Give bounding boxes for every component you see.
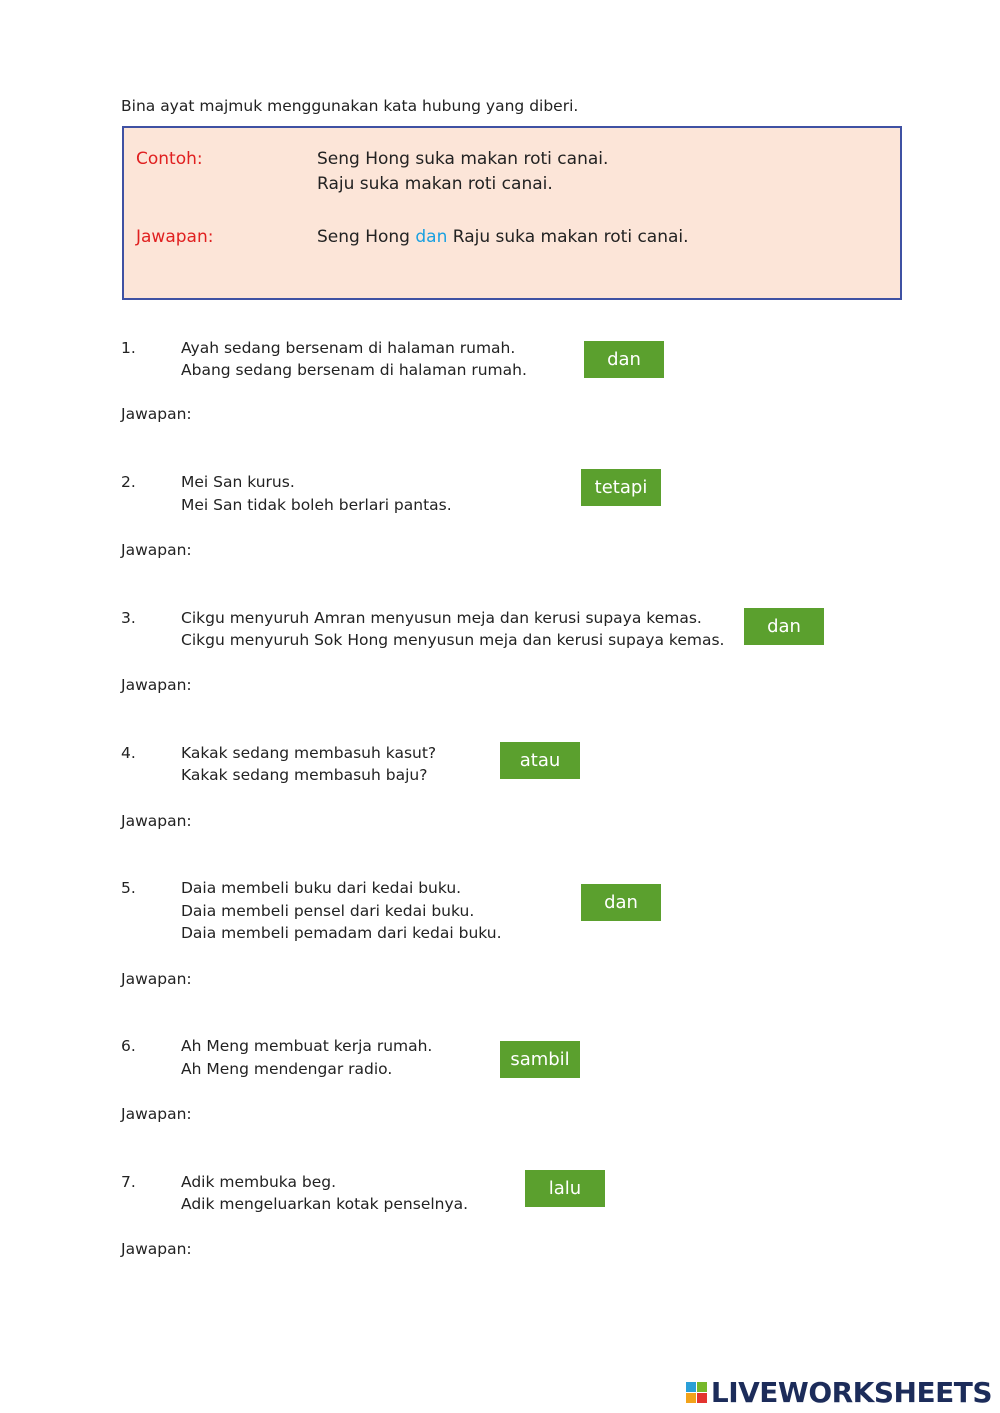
example-label: Contoh: — [136, 149, 203, 169]
question-4-conjunction-chip[interactable]: atau — [500, 742, 580, 779]
question-6-number: 6. — [121, 1037, 136, 1055]
question-3-line-2: Cikgu menyuruh Sok Hong menyusun meja dan kerusi supaya kemas. — [181, 631, 725, 649]
example-answer-after: Raju suka makan roti canai. — [447, 227, 689, 247]
logo-text: LIVEWORKSHEETS — [710, 1375, 992, 1409]
question-2-answer-label: Jawapan: — [121, 541, 192, 559]
question-1-answer-label: Jawapan: — [121, 405, 192, 423]
question-7-line-2: Adik mengeluarkan kotak penselnya. — [181, 1195, 469, 1213]
question-4-line-1: Kakak sedang membasuh kasut? — [181, 744, 437, 762]
question-1-conjunction-chip[interactable]: dan — [584, 341, 664, 378]
question-3-conjunction-chip[interactable]: dan — [744, 608, 824, 645]
question-7-number: 7. — [121, 1173, 136, 1191]
question-3-number: 3. — [121, 609, 136, 627]
question-3-answer-label: Jawapan: — [121, 676, 192, 694]
question-1-line-1: Ayah sedang bersenam di halaman rumah. — [181, 339, 516, 357]
question-4-number: 4. — [121, 744, 136, 762]
question-6-answer-label: Jawapan: — [121, 1105, 192, 1123]
question-3-line-1: Cikgu menyuruh Amran menyusun meja dan kerusi supaya kemas. — [181, 609, 702, 627]
question-1-line-2: Abang sedang bersenam di halaman rumah. — [181, 361, 527, 379]
question-7-conjunction-chip[interactable]: lalu — [525, 1170, 605, 1207]
instruction-text: Bina ayat majmuk menggunakan kata hubung yang diberi. — [121, 97, 579, 115]
question-2-line-1: Mei San kurus. — [181, 473, 295, 491]
question-5-line-1: Daia membeli buku dari kedai buku. — [181, 879, 462, 897]
liveworksheets-logo-icon — [686, 1382, 707, 1403]
question-5-number: 5. — [121, 879, 136, 897]
example-answer-before: Seng Hong — [317, 227, 416, 247]
question-4-answer-label: Jawapan: — [121, 812, 192, 830]
question-2-line-2: Mei San tidak boleh berlari pantas. — [181, 496, 452, 514]
question-5-line-2: Daia membeli pensel dari kedai buku. — [181, 902, 475, 920]
question-7-line-1: Adik membuka beg. — [181, 1173, 337, 1191]
example-answer — [317, 225, 689, 249]
question-2-conjunction-chip[interactable]: tetapi — [581, 469, 661, 506]
example-box — [122, 126, 902, 300]
example-sentence-1: Seng Hong suka makan roti canai. — [317, 149, 609, 169]
example-answer-conjunction: dan — [415, 227, 448, 247]
question-6-line-1: Ah Meng membuat kerja rumah. — [181, 1037, 433, 1055]
question-4-line-2: Kakak sedang membasuh baju? — [181, 766, 428, 784]
liveworksheets-logo — [686, 1377, 992, 1407]
example-sentence-2: Raju suka makan roti canai. — [317, 174, 553, 194]
question-5-line-3: Daia membeli pemadam dari kedai buku. — [181, 924, 502, 942]
question-2-number: 2. — [121, 473, 136, 491]
question-5-conjunction-chip[interactable]: dan — [581, 884, 661, 921]
question-6-conjunction-chip[interactable]: sambil — [500, 1041, 580, 1078]
question-6-line-2: Ah Meng mendengar radio. — [181, 1060, 393, 1078]
question-7-answer-label: Jawapan: — [121, 1240, 192, 1258]
question-5-answer-label: Jawapan: — [121, 970, 192, 988]
example-answer-label: Jawapan: — [136, 227, 214, 247]
question-1-number: 1. — [121, 339, 136, 357]
